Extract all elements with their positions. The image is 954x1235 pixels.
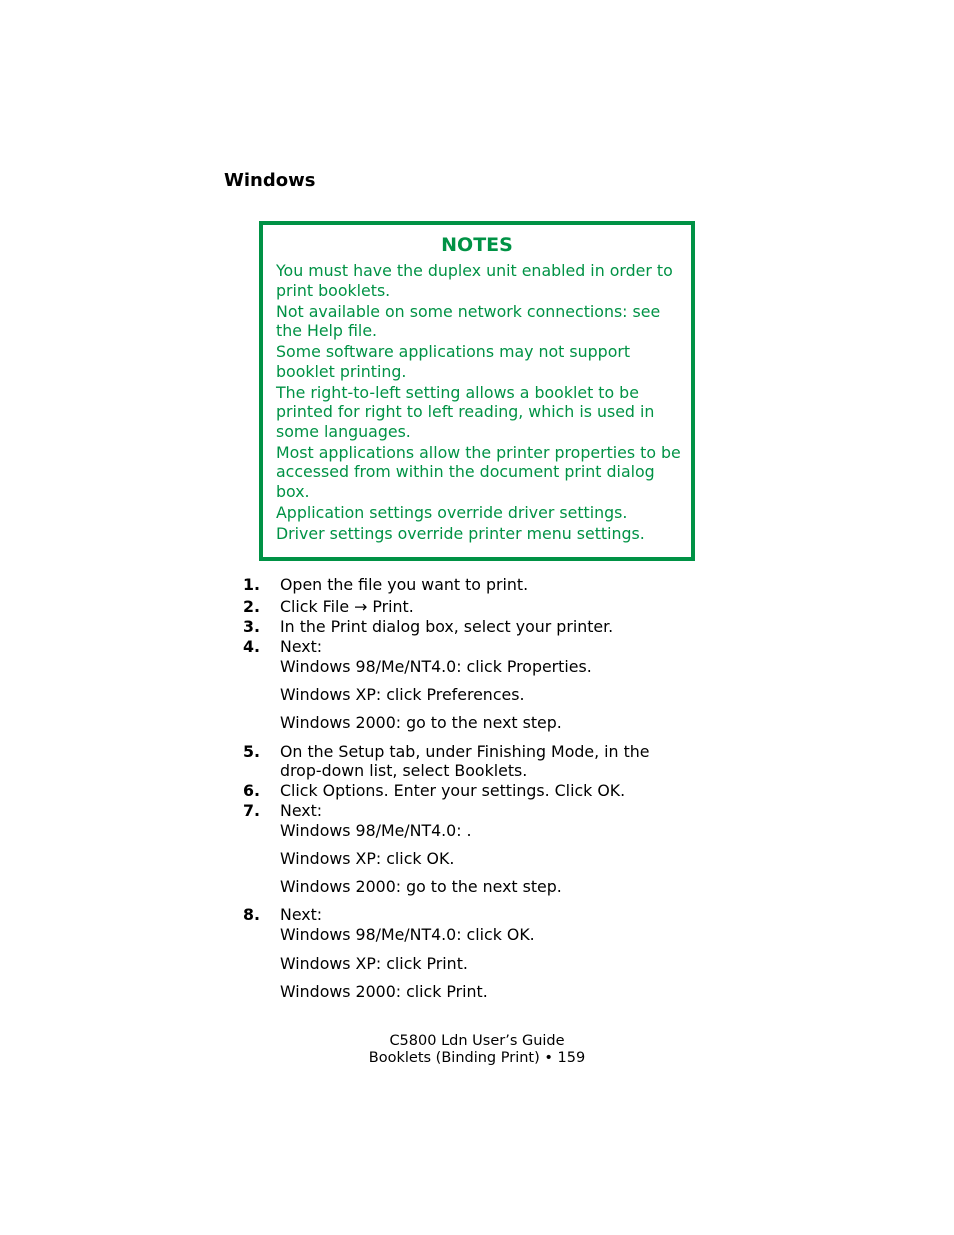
step-text: Open the file you want to print. bbox=[280, 575, 529, 594]
step-text: Click Options. Enter your settings. Click OK. bbox=[280, 781, 626, 800]
step-text: In the Print dialog box, select your printer. bbox=[280, 617, 614, 636]
step-7-substep: Windows 98/Me/NT4.0: . bbox=[280, 821, 472, 840]
note-item: Application settings override driver settings. bbox=[276, 502, 628, 522]
notes-list bbox=[276, 261, 681, 545]
step-number: 7. bbox=[243, 801, 260, 820]
section-title: Windows bbox=[224, 170, 316, 191]
step-8-substep: Windows 98/Me/NT4.0: click OK. bbox=[280, 925, 535, 944]
step-number: 1. bbox=[243, 575, 260, 594]
step-number: 4. bbox=[243, 637, 260, 656]
step-8-substep: Windows 2000: click Print. bbox=[280, 982, 488, 1001]
notes-box bbox=[259, 221, 695, 561]
note-item: The right-to-left setting allows a booklet to be printed for right to left reading, which is used in some languages. bbox=[276, 382, 655, 441]
note-item: Not available on some network connections: see the Help file. bbox=[276, 301, 661, 341]
step-8-substep: Windows XP: click Print. bbox=[280, 954, 468, 973]
note-item: You must have the duplex unit enabled in order to print booklets. bbox=[276, 261, 673, 300]
step-7-substep: Windows XP: click OK. bbox=[280, 849, 455, 868]
step-number: 3. bbox=[243, 617, 260, 636]
step-number: 2. bbox=[243, 597, 260, 616]
step-text: Next: bbox=[280, 905, 323, 924]
note-item: Driver settings override printer menu settings. bbox=[276, 524, 645, 544]
notes-heading: NOTES bbox=[441, 234, 513, 256]
step-number: 5. bbox=[243, 742, 260, 761]
step-number: 8. bbox=[243, 905, 260, 924]
step-text: On the Setup tab, under Finishing Mode, in the drop-down list, select Booklets. bbox=[280, 742, 650, 780]
step-4-substep: Windows 2000: go to the next step. bbox=[280, 713, 562, 732]
footer-guide-title: C5800 Ldn User’s Guide bbox=[389, 1033, 565, 1049]
note-item: Most applications allow the printer properties to be accessed from within the document print dialog box. bbox=[276, 442, 681, 501]
step-4-substep: Windows XP: click Preferences. bbox=[280, 685, 525, 704]
step-7-substep: Windows 2000: go to the next step. bbox=[280, 877, 562, 896]
note-item: Some software applications may not support booklet printing. bbox=[276, 342, 631, 381]
step-text: Next: bbox=[280, 637, 323, 656]
step-text: Click File → Print. bbox=[280, 597, 414, 616]
step-number: 6. bbox=[243, 781, 260, 800]
step-text: Next: bbox=[280, 801, 323, 820]
footer-page-info: Booklets (Binding Print) • 159 bbox=[368, 1050, 586, 1066]
step-4-substep: Windows 98/Me/NT4.0: click Properties. bbox=[280, 657, 592, 676]
